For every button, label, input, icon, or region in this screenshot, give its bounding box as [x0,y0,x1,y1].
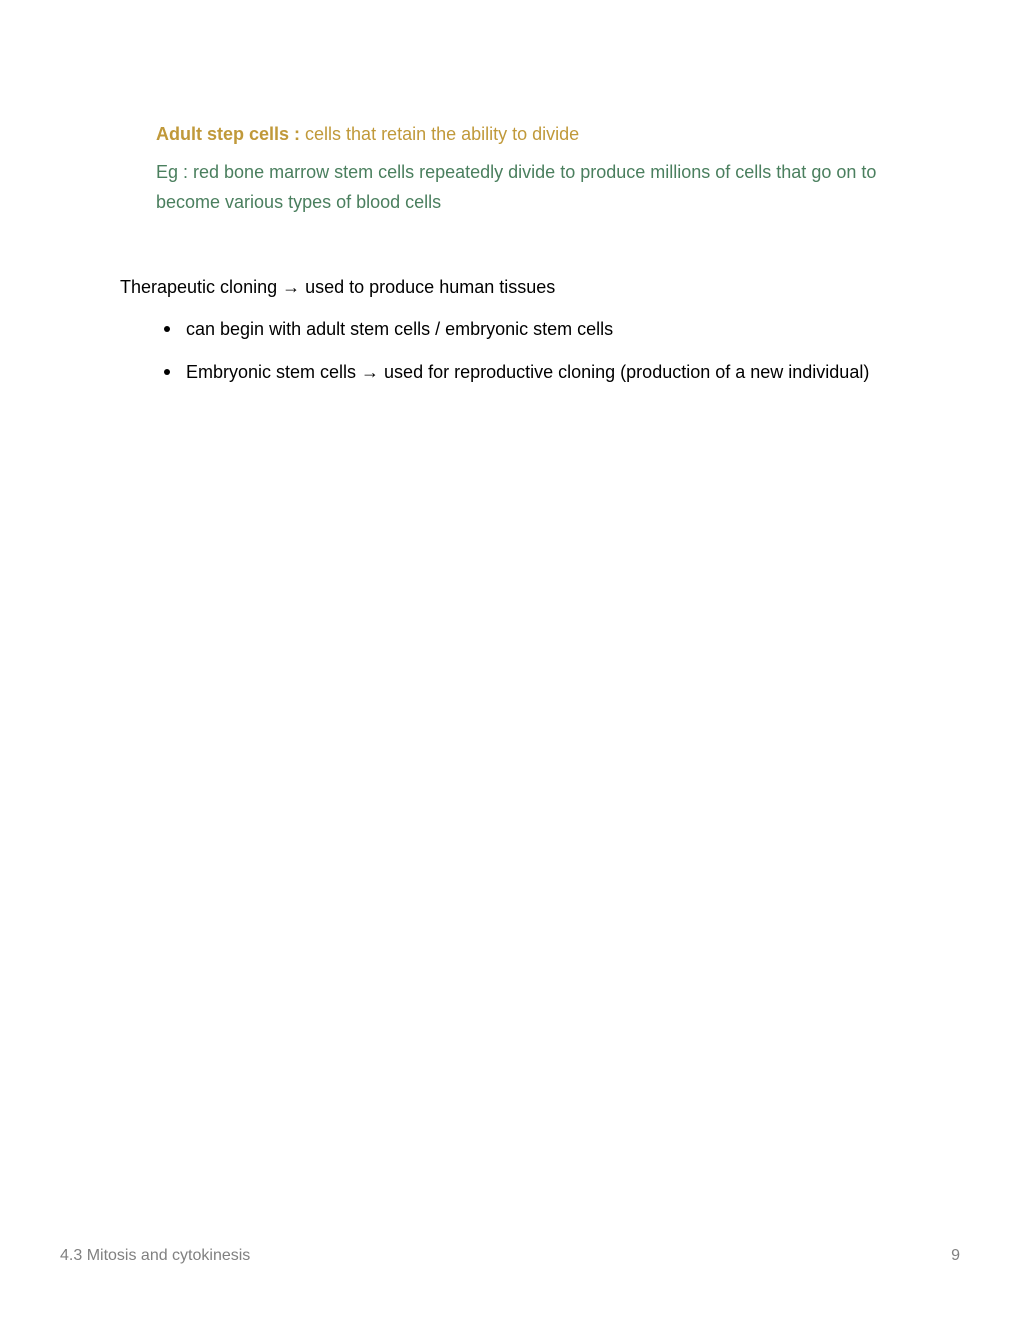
footer-title: 4.3 Mitosis and cytokinesis [60,1247,251,1264]
definition-block [156,121,896,217]
example-text: Eg : red bone marrow stem cells repeatedly divide to produce millions of cells that go on to become various types of blood cells [156,162,877,212]
list-item [120,357,880,387]
bullet-icon [164,369,170,375]
definition-term: Adult step cells : [156,124,301,144]
page-number: 9 [951,1247,960,1264]
bullet-list [120,314,880,400]
bullet-icon [164,326,170,332]
list-item [120,314,880,344]
definition-line [156,121,896,147]
bullet-text: Embryonic stem cells → used for reproductive cloning (production of a new individual) [186,362,870,382]
bullet-text: can begin with adult stem cells / embryonic stem cells [186,319,614,339]
therapeutic-cloning-heading: Therapeutic cloning → used to produce human tissues [120,277,556,297]
definition-text: cells that retain the ability to divide [300,124,580,144]
